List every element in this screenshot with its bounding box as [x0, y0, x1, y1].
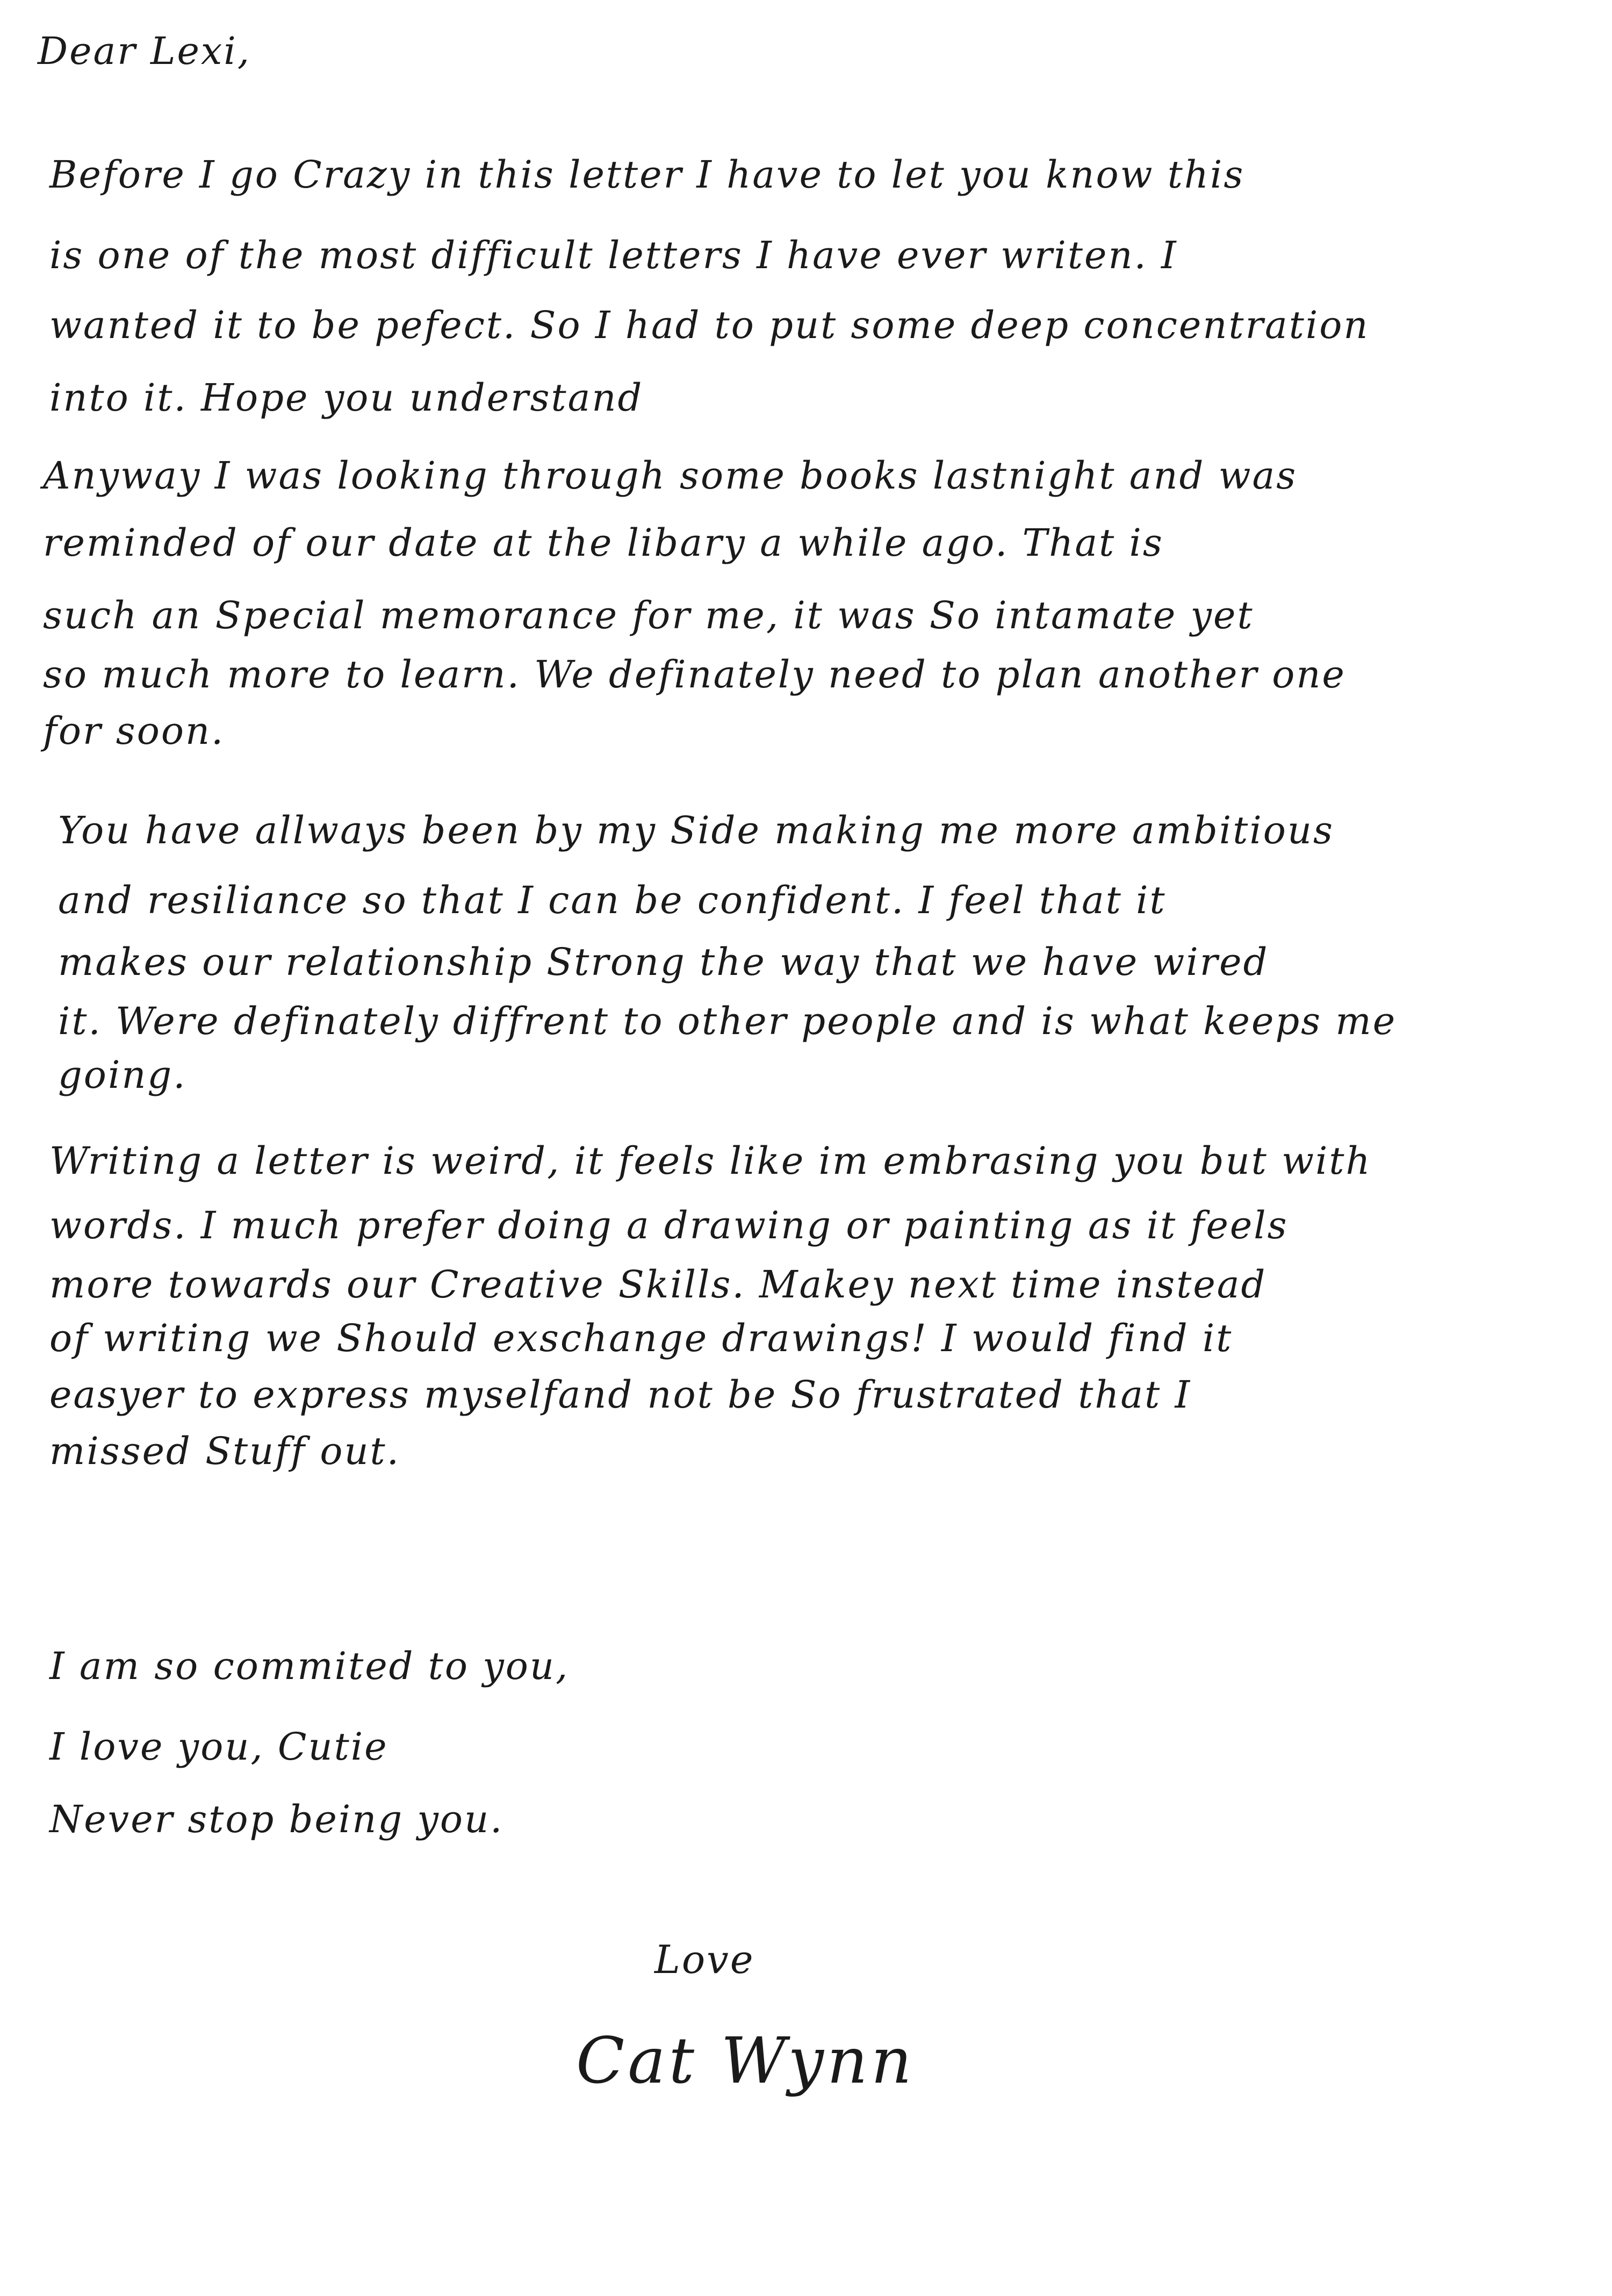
letter-line: for soon. [43, 709, 225, 753]
letter-line: missed Stuff out. [49, 1429, 400, 1473]
letter-line: words. I much prefer doing a drawing or painting as it feels [49, 1203, 1289, 1247]
letter-line: makes our relationship Strong the way that we have wired [58, 940, 1269, 984]
letter-line: reminded of our date at the libary a while ago. That is [43, 521, 1164, 565]
letter-line: is one of the most difficult letters I have ever writen. I [49, 233, 1178, 277]
letter-line: going. [58, 1053, 187, 1097]
letter-line: wanted it to be pefect. So I had to put some deep concentration [49, 303, 1370, 347]
letter-line: it. Were definately diffrent to other people and is what keeps me [58, 999, 1397, 1043]
letter-line: more towards our Creative Skills. Makey next time instead [49, 1262, 1267, 1307]
letter-line: easyer to express myselfand not be So frustrated that I [49, 1373, 1192, 1417]
closing-line: Never stop being you. [49, 1797, 504, 1841]
letter-line: such an Special memorance for me, it was So intamate yet [43, 593, 1254, 637]
closing-line: I am so commited to you, [49, 1644, 570, 1688]
letter-line: Before I go Crazy in this letter I have to let you know this [49, 153, 1245, 197]
letter-line: You have allways been by my Side making me more ambitious [58, 808, 1334, 852]
signoff: Love [654, 1937, 755, 1982]
salutation: Dear Lexi, [38, 29, 251, 73]
letter-line: so much more to learn. We definately need to plan another one [43, 652, 1346, 697]
signature: Cat Wynn [576, 2024, 915, 2098]
letter-line: into it. Hope you understand [49, 376, 644, 420]
closing-line: I love you, Cutie [49, 1725, 388, 1769]
letter-line: and resiliance so that I can be confident. I feel that it [58, 878, 1167, 922]
letter-line: Anyway I was looking through some books lastnight and was [43, 454, 1298, 498]
letter-line: Writing a letter is weird, it feels like im embrasing you but with [49, 1139, 1372, 1183]
letter-line: of writing we Should exschange drawings! I would find it [49, 1316, 1233, 1360]
